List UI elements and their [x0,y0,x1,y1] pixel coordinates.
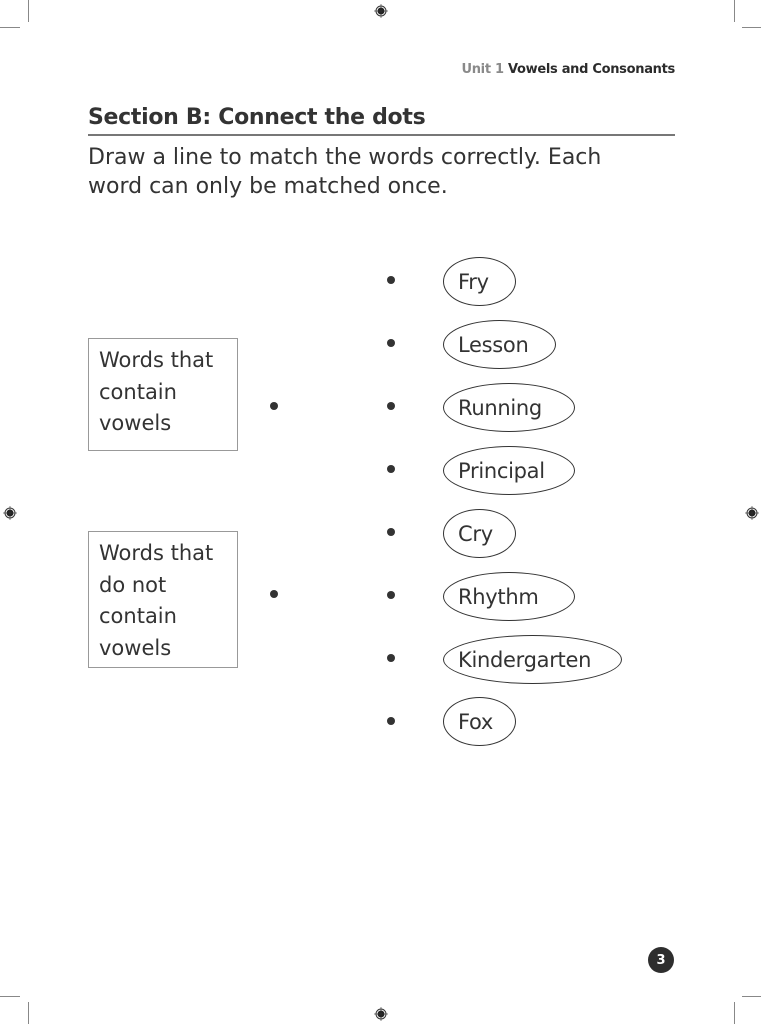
category-label-line: Words that [99,541,214,565]
crop-mark [734,0,735,22]
crop-mark [28,0,29,22]
category-dot-vowels[interactable] [270,402,278,410]
registration-mark-icon [374,4,388,18]
crop-mark [734,1002,735,1024]
word-dot-principal[interactable] [387,465,395,473]
category-label-line: contain [99,604,177,628]
crop-mark [28,1002,29,1024]
word-dot-kindergarten[interactable] [387,654,395,662]
category-label-line: do not [99,572,167,597]
page-number-badge: 3 [648,947,674,973]
word-oval-principal [443,446,575,495]
word-oval-running [443,383,575,432]
crop-mark [742,27,761,28]
word-dot-cry[interactable] [387,528,395,536]
category-box-vowels [88,338,238,451]
word-dot-fox[interactable] [387,717,395,725]
unit-header [461,62,675,77]
category-label-line: contain [99,379,177,404]
registration-mark-icon [745,506,759,520]
word-oval-cry [443,509,516,558]
crop-mark [0,996,20,997]
word-dot-rhythm[interactable] [387,591,395,599]
registration-mark-icon [3,506,17,520]
word-label: Rhythm [458,584,539,609]
category-box-no-vowels [88,531,238,668]
word-dot-fry[interactable] [387,276,395,284]
word-label: Running [458,395,542,420]
word-oval-kindergarten [443,635,622,684]
section-title: Section B: Connect the dots [88,104,675,136]
instructions: Draw a line to match the words correctly. Each word can only be matched once. [88,145,602,199]
unit-title: Vowels and Consonants [507,62,675,77]
crop-mark [0,27,20,28]
word-label: Lesson [458,332,529,357]
category-label-line: Words that [99,348,214,372]
word-dot-lesson[interactable] [387,339,395,347]
word-label: Cry [458,521,493,546]
unit-number: Unit 1 [461,62,504,77]
word-label: Fry [458,269,489,294]
word-oval-fox [443,697,516,746]
word-label: Fox [458,709,494,734]
registration-mark-icon [374,1007,388,1021]
word-oval-fry [443,257,516,306]
crop-mark [742,996,761,997]
category-label-line: vowels [99,411,172,435]
word-oval-rhythm [443,572,575,621]
word-label: Kindergarten [458,647,592,672]
category-label-line: vowels [99,635,172,660]
word-oval-lesson [443,320,556,369]
category-dot-no-vowels[interactable] [270,590,278,598]
word-label: Principal [458,458,545,483]
word-dot-running[interactable] [387,402,395,410]
